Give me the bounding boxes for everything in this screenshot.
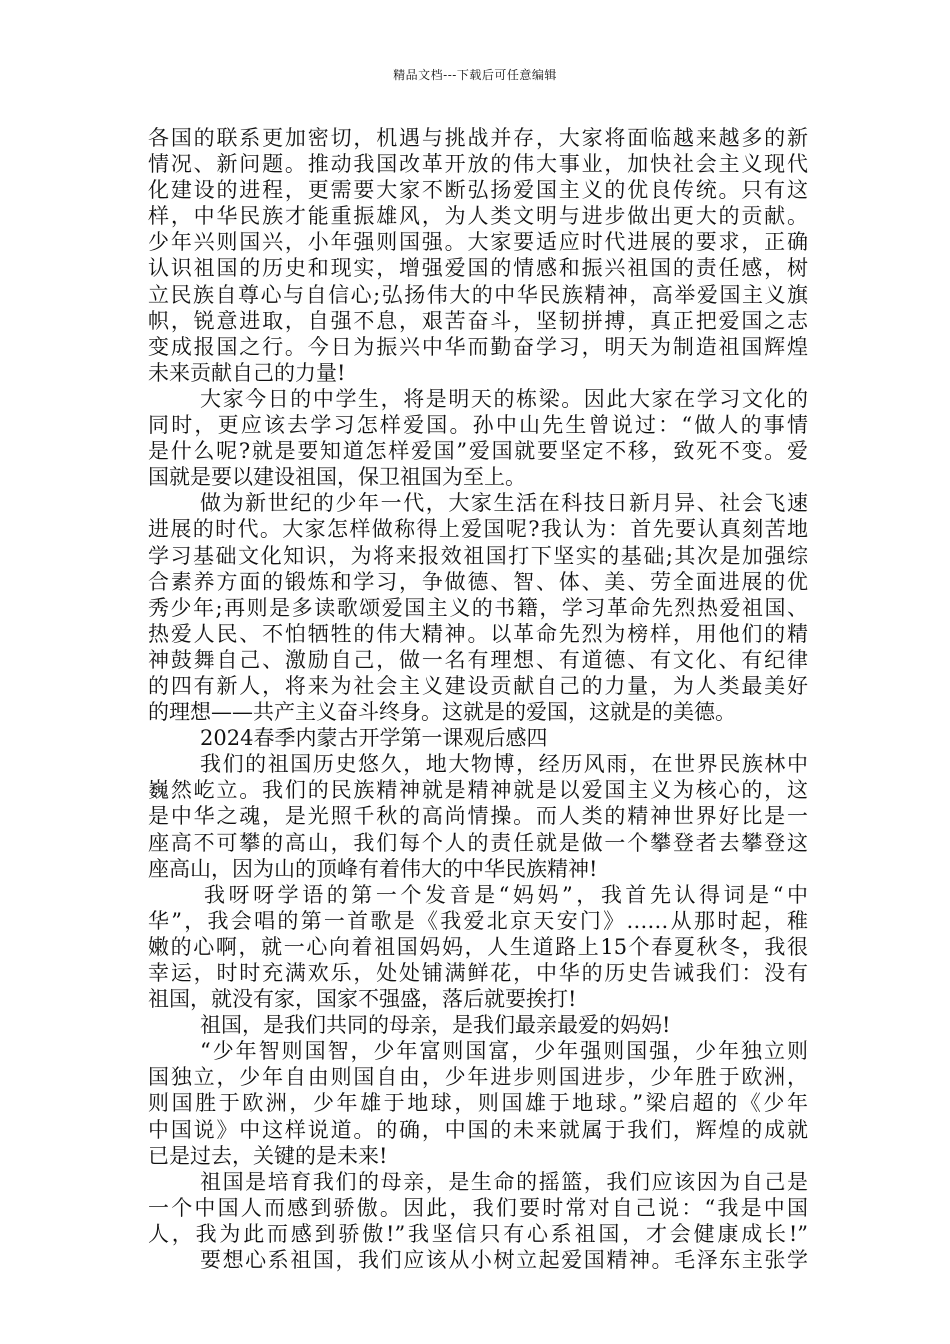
text-line: 的理想——共产主义奋斗终身。这就是的爱国，这就是的美德。 bbox=[148, 700, 736, 725]
text-line: 样，中华民族才能重振雄风，为人类文明与进步做出更大的贡献。 bbox=[148, 204, 808, 229]
text-line: 的四有新人，将来为社会主义建设贡献自己的力量，为人类最美好 bbox=[148, 673, 808, 698]
text-line: 变成报国之行。今日为振兴中华而勤奋学习，明天为制造祖国辉煌 bbox=[148, 334, 808, 359]
document-body bbox=[148, 125, 808, 1273]
text-line: 少年兴则国兴，小年强则国强。大家要适应时代进展的要求，正确 bbox=[148, 230, 808, 255]
text-line: 是什么呢?就是要知道怎样爱国”爱国就要坚定不移，致死不变。爱 bbox=[148, 439, 808, 464]
text-line: 秀少年;再则是多读歌颂爱国主义的书籍，学习革命先烈热爱祖国、 bbox=[148, 595, 808, 620]
text-line: 座高山，因为山的顶峰有着伟大的中华民族精神! bbox=[148, 856, 598, 881]
text-line: 我们的祖国历史悠久，地大物博，经历风雨，在世界民族林中 bbox=[200, 752, 808, 777]
text-line: 幸运，时时充满欢乐，处处铺满鲜花，中华的历史告诫我们：没有 bbox=[148, 961, 808, 985]
text-line: 大家今日的中学生，将是明天的栋梁。因此大家在学习文化的 bbox=[200, 386, 808, 411]
text-line: 神鼓舞自己、激励自己，做一名有理想、有道德、有文化、有纪律 bbox=[148, 647, 808, 672]
text-line: 立民族自尊心与自信心;弘扬伟大的中华民族精神，高举爱国主义旗 bbox=[148, 282, 808, 307]
text-line: 祖国，是我们共同的母亲，是我们最亲最爱的妈妈! bbox=[200, 1013, 671, 1038]
text-line: “少年智则国智，少年富则国富，少年强则国强，少年独立则 bbox=[200, 1039, 808, 1064]
text-line: 情况、新问题。推动我国改革开放的伟大事业，加快社会主义现代 bbox=[148, 152, 808, 177]
text-line: 认识祖国的历史和现实，增强爱国的情感和振兴祖国的责任感，树 bbox=[148, 256, 808, 281]
text-line: 祖国，就没有家，国家不强盛，落后就要挨打! bbox=[148, 987, 577, 1012]
text-line: 国独立，少年自由则国自由，少年进步则国进步，少年胜于欧洲， bbox=[148, 1065, 808, 1090]
text-line: 进展的时代。大家怎样做称得上爱国呢?我认为：首先要认真刻苦地 bbox=[148, 517, 808, 542]
text-line: 人，我为此而感到骄傲!”我坚信只有心系祖国，才会健康成长!” bbox=[148, 1221, 808, 1246]
page-header: 精品文档---下载后可任意编辑 bbox=[393, 68, 557, 82]
text-line: 则国胜于欧洲，少年雄于地球，则国雄于地球。”梁启超的《少年 bbox=[148, 1091, 808, 1116]
text-line: 是中华之魂，是光照千秋的高尚情操。而人类的精神世界好比是一 bbox=[148, 804, 808, 829]
text-line: 国就是要以建设祖国，保卫祖国为至上。 bbox=[148, 465, 526, 490]
text-line: 中国说》中这样说道。的确，中国的未来就属于我们，辉煌的成就 bbox=[148, 1117, 808, 1142]
text-line: 要想心系祖国，我们应该从小树立起爱国精神。毛泽东主张学 bbox=[200, 1248, 808, 1273]
text-line: 做为新世纪的少年一代，大家生活在科技日新月异、社会飞速 bbox=[200, 491, 808, 516]
text-line: 祖国是培育我们的母亲，是生命的摇篮，我们应该因为自己是 bbox=[200, 1169, 808, 1194]
text-line: 我呀呀学语的第一个发音是“妈妈”，我首先认得词是“中 bbox=[204, 882, 808, 907]
text-line: 化建设的进程，更需要大家不断弘扬爱国主义的优良传统。只有这 bbox=[148, 178, 808, 203]
section-title: 2024春季内蒙古开学第一课观后感四 bbox=[200, 726, 548, 751]
text-line: 华”，我会唱的第一首歌是《我爱北京天安门》……从那时起，稚 bbox=[148, 908, 808, 933]
text-line: 帜，锐意进取，自强不息，艰苦奋斗，坚韧拼搏，真正把爱国之志 bbox=[148, 308, 808, 333]
text-line: 热爱人民、不怕牺牲的伟大精神。以革命先烈为榜样，用他们的精 bbox=[148, 621, 808, 646]
text-line: 同时，更应该去学习怎样爱国。孙中山先生曾说过：“做人的事情 bbox=[148, 413, 808, 438]
text-line: 合素养方面的锻炼和学习，争做德、智、体、美、劳全面进展的优 bbox=[148, 569, 808, 594]
text-line: 一个中国人而感到骄傲。因此，我们要时常对自己说：“我是中国 bbox=[148, 1195, 808, 1220]
text-line: 各国的联系更加密切，机遇与挑战并存，大家将面临越来越多的新 bbox=[148, 126, 808, 150]
text-line: 未来贡献自己的力量! bbox=[148, 360, 346, 385]
text-line: 已是过去，关键的是未来! bbox=[148, 1143, 388, 1168]
text-line: 学习基础文化知识，为将来报效祖国打下坚实的基础;其次是加强综 bbox=[148, 543, 808, 568]
text-line: 巍然屹立。我们的民族精神就是精神就是以爱国主义为核心的，这 bbox=[148, 778, 808, 803]
text-line: 座高不可攀的高山，我们每个人的责任就是做一个攀登者去攀登这 bbox=[148, 830, 808, 855]
text-line: 嫩的心啊，就一心向着祖国妈妈，人生道路上15个春夏秋冬，我很 bbox=[148, 934, 808, 959]
